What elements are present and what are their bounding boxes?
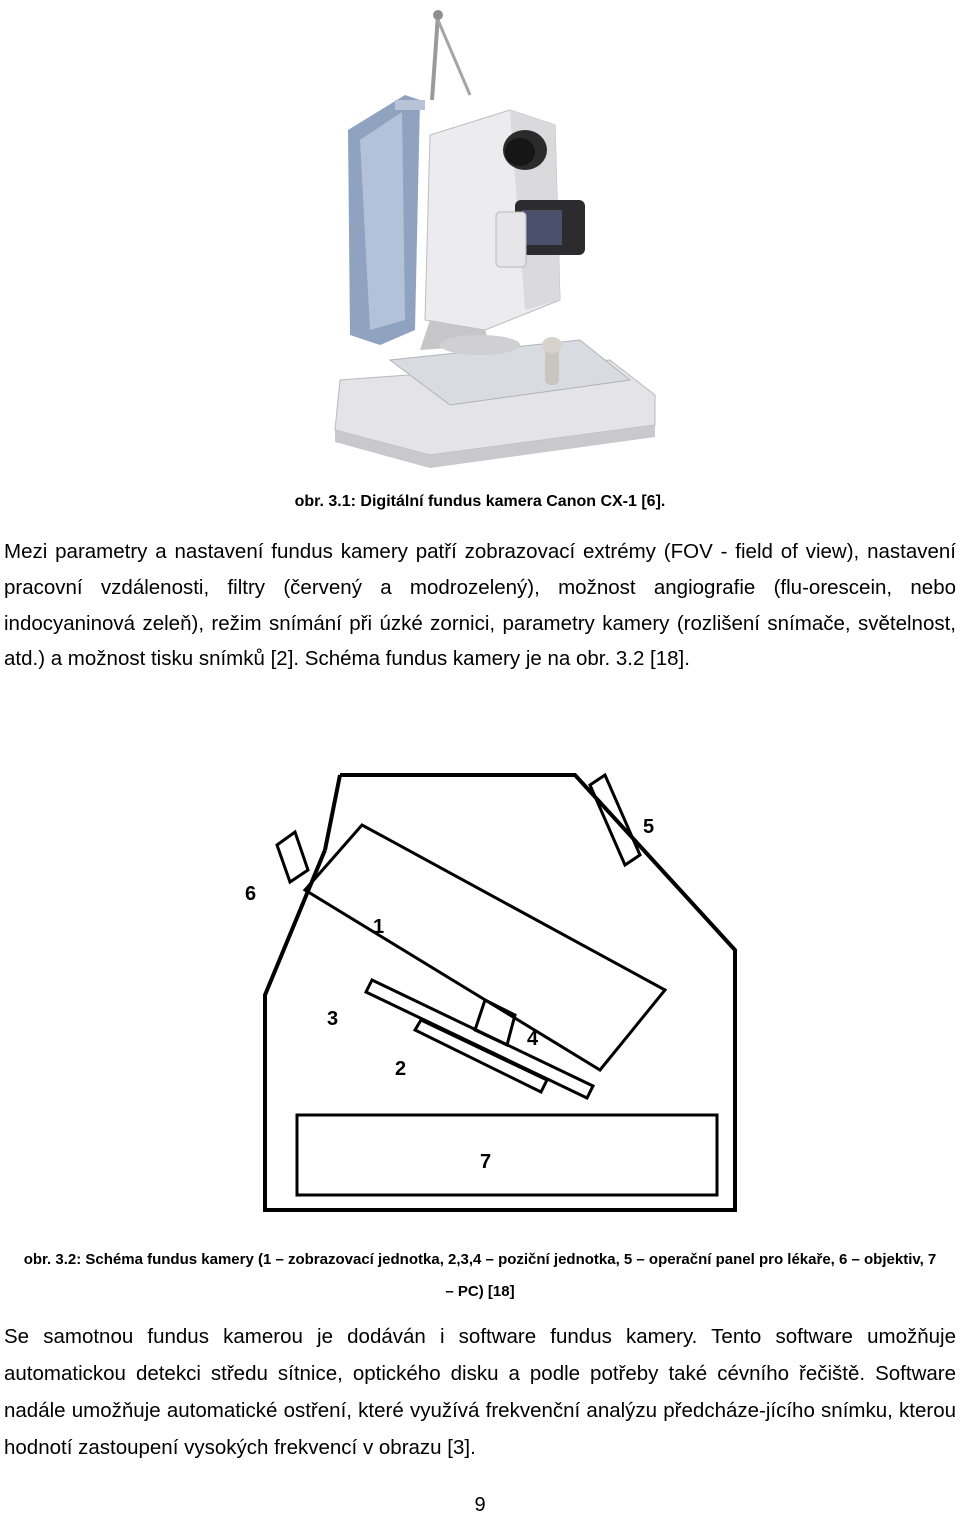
fundus-camera-photo	[310, 0, 670, 480]
schema-label-6: 6	[245, 883, 257, 905]
schema-label-2: 2	[395, 1058, 407, 1080]
paragraph-1: Mezi parametry a nastavení fundus kamery patří zobrazovací extrémy (FOV - field of view), nastavení pracovní vzdálenosti, filtry (červený a modrozelený), možnost angiografie (flu-orescein, nebo indocyaninová zeleň), režim snímání při úzké zornici, parametry kamery (rozlišení snímače, světelnost, atd.) a možnost tisku snímků [2]. Schéma fundus kamery je na obr. 3.2 [18].	[4, 540, 956, 671]
schema-label-1: 1	[373, 916, 385, 938]
figure-1-caption: obr. 3.1: Digitální fundus kamera Canon CX-1 [6].	[294, 493, 666, 510]
paragraph-2: Se samotnou fundus kamerou je dodáván i software fundus kamery. Tento software umožňuje automatickou detekci středu sítnice, optického disku a podle potřeby také cévního řečiště. Software nadále umožňuje automatické ostření, které využívá frekvenční analýzu předcháze-jícího snímku, kterou hodnotí zastoupení vysokých frekvencí v obrazu [3].	[4, 1325, 956, 1459]
schema-label-7: 7	[480, 1151, 492, 1173]
schema-label-4: 4	[527, 1028, 539, 1050]
schema-label-5: 5	[643, 816, 655, 838]
page-number: 9	[474, 1494, 486, 1516]
schema-label-3: 3	[327, 1008, 339, 1030]
figure-2-caption: obr. 3.2: Schéma fundus kamery (1 – zobrazovací jednotka, 2,3,4 – poziční jednotka, 5 – operační panel pro lékaře, 6 – objektiv, 7 – PC) [18]	[23, 1251, 937, 1300]
fundus-camera-schematic	[245, 770, 760, 1215]
